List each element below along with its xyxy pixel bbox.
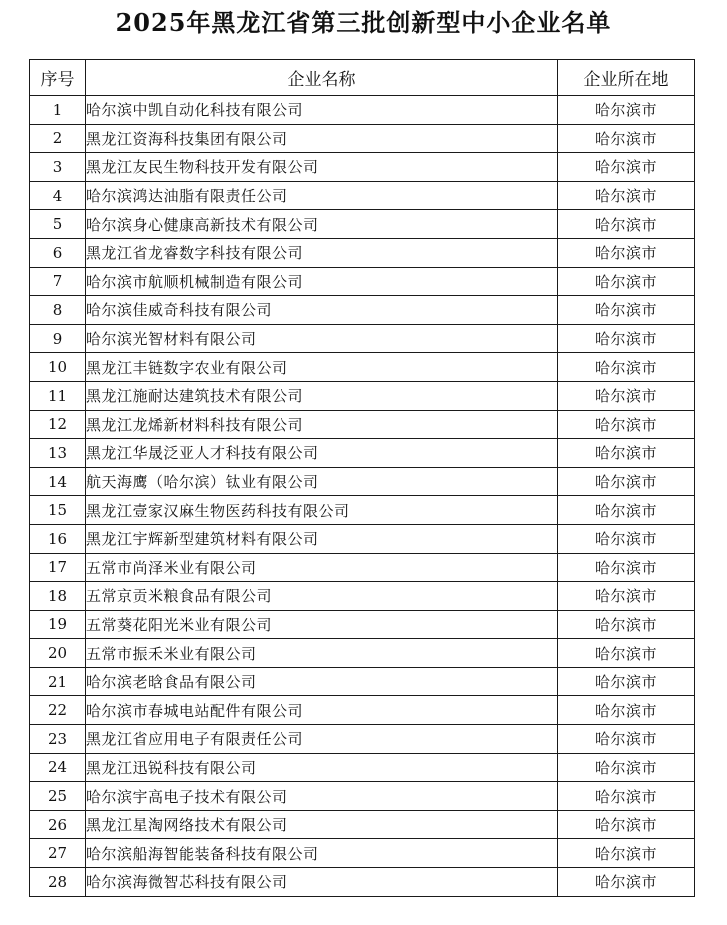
table-header-row bbox=[30, 60, 695, 96]
cell-company-location: 哈尔滨市 bbox=[558, 296, 695, 325]
cell-serial-number: 16 bbox=[30, 524, 86, 553]
cell-company-name: 黑龙江宇辉新型建筑材料有限公司 bbox=[86, 524, 558, 553]
cell-company-location: 哈尔滨市 bbox=[558, 496, 695, 525]
cell-serial-number: 25 bbox=[30, 782, 86, 811]
cell-company-location: 哈尔滨市 bbox=[558, 810, 695, 839]
table-row bbox=[30, 181, 695, 210]
cell-company-name: 五常葵花阳光米业有限公司 bbox=[86, 610, 558, 639]
cell-company-name: 哈尔滨船海智能装备科技有限公司 bbox=[86, 839, 558, 868]
table-row bbox=[30, 124, 695, 153]
cell-serial-number: 21 bbox=[30, 667, 86, 696]
cell-serial-number: 20 bbox=[30, 639, 86, 668]
cell-company-name: 哈尔滨鸿达油脂有限责任公司 bbox=[86, 181, 558, 210]
cell-serial-number: 1 bbox=[30, 96, 86, 125]
table-row bbox=[30, 753, 695, 782]
cell-company-name: 五常市振禾米业有限公司 bbox=[86, 639, 558, 668]
cell-company-name: 哈尔滨市航顺机械制造有限公司 bbox=[86, 267, 558, 296]
cell-company-location: 哈尔滨市 bbox=[558, 153, 695, 182]
cell-serial-number: 17 bbox=[30, 553, 86, 582]
table-row bbox=[30, 725, 695, 754]
cell-company-name: 哈尔滨佳威奇科技有限公司 bbox=[86, 296, 558, 325]
cell-company-location: 哈尔滨市 bbox=[558, 353, 695, 382]
cell-serial-number: 9 bbox=[30, 324, 86, 353]
cell-company-location: 哈尔滨市 bbox=[558, 96, 695, 125]
cell-company-name: 黑龙江友民生物科技开发有限公司 bbox=[86, 153, 558, 182]
cell-company-name: 哈尔滨中凯自动化科技有限公司 bbox=[86, 96, 558, 125]
cell-company-location: 哈尔滨市 bbox=[558, 753, 695, 782]
table-row bbox=[30, 410, 695, 439]
cell-serial-number: 14 bbox=[30, 467, 86, 496]
cell-company-name: 黑龙江省应用电子有限责任公司 bbox=[86, 725, 558, 754]
cell-company-location: 哈尔滨市 bbox=[558, 410, 695, 439]
cell-serial-number: 26 bbox=[30, 810, 86, 839]
cell-serial-number: 7 bbox=[30, 267, 86, 296]
cell-company-location: 哈尔滨市 bbox=[558, 582, 695, 611]
cell-company-name: 黑龙江省龙睿数字科技有限公司 bbox=[86, 238, 558, 267]
cell-serial-number: 23 bbox=[30, 725, 86, 754]
cell-serial-number: 24 bbox=[30, 753, 86, 782]
cell-serial-number: 10 bbox=[30, 353, 86, 382]
cell-serial-number: 11 bbox=[30, 381, 86, 410]
cell-serial-number: 13 bbox=[30, 439, 86, 468]
cell-company-name: 哈尔滨光智材料有限公司 bbox=[86, 324, 558, 353]
cell-company-location: 哈尔滨市 bbox=[558, 124, 695, 153]
cell-company-name: 哈尔滨老晗食品有限公司 bbox=[86, 667, 558, 696]
table-row bbox=[30, 467, 695, 496]
cell-serial-number: 2 bbox=[30, 124, 86, 153]
table-row bbox=[30, 324, 695, 353]
table-row bbox=[30, 296, 695, 325]
cell-serial-number: 5 bbox=[30, 210, 86, 239]
table-row bbox=[30, 439, 695, 468]
cell-company-location: 哈尔滨市 bbox=[558, 639, 695, 668]
cell-company-location: 哈尔滨市 bbox=[558, 782, 695, 811]
table-row bbox=[30, 696, 695, 725]
cell-company-location: 哈尔滨市 bbox=[558, 181, 695, 210]
cell-company-name: 黑龙江龙烯新材料科技有限公司 bbox=[86, 410, 558, 439]
cell-company-location: 哈尔滨市 bbox=[558, 524, 695, 553]
cell-serial-number: 15 bbox=[30, 496, 86, 525]
cell-serial-number: 6 bbox=[30, 238, 86, 267]
table-row bbox=[30, 353, 695, 382]
cell-company-name: 五常市尚泽米业有限公司 bbox=[86, 553, 558, 582]
table-row bbox=[30, 524, 695, 553]
cell-serial-number: 28 bbox=[30, 868, 86, 897]
cell-company-location: 哈尔滨市 bbox=[558, 238, 695, 267]
cell-company-location: 哈尔滨市 bbox=[558, 439, 695, 468]
cell-company-name: 黑龙江壹家汉麻生物医药科技有限公司 bbox=[86, 496, 558, 525]
cell-serial-number: 27 bbox=[30, 839, 86, 868]
cell-company-location: 哈尔滨市 bbox=[558, 868, 695, 897]
table-row bbox=[30, 210, 695, 239]
table-row bbox=[30, 667, 695, 696]
table-row bbox=[30, 839, 695, 868]
table-row bbox=[30, 96, 695, 125]
cell-company-name: 黑龙江华晟泛亚人才科技有限公司 bbox=[86, 439, 558, 468]
cell-company-location: 哈尔滨市 bbox=[558, 610, 695, 639]
cell-serial-number: 8 bbox=[30, 296, 86, 325]
cell-serial-number: 22 bbox=[30, 696, 86, 725]
cell-company-location: 哈尔滨市 bbox=[558, 381, 695, 410]
cell-serial-number: 4 bbox=[30, 181, 86, 210]
table-row bbox=[30, 496, 695, 525]
cell-company-name: 黑龙江迅锐科技有限公司 bbox=[86, 753, 558, 782]
table-row bbox=[30, 582, 695, 611]
cell-company-location: 哈尔滨市 bbox=[558, 725, 695, 754]
table-row bbox=[30, 610, 695, 639]
cell-company-location: 哈尔滨市 bbox=[558, 467, 695, 496]
cell-company-location: 哈尔滨市 bbox=[558, 324, 695, 353]
cell-company-name: 黑龙江星淘网络技术有限公司 bbox=[86, 810, 558, 839]
table-row bbox=[30, 267, 695, 296]
table-row bbox=[30, 553, 695, 582]
cell-company-name: 黑龙江资海科技集团有限公司 bbox=[86, 124, 558, 153]
cell-company-location: 哈尔滨市 bbox=[558, 267, 695, 296]
header-company-name: 企业名称 bbox=[86, 60, 558, 96]
table-row bbox=[30, 639, 695, 668]
cell-company-name: 黑龙江施耐达建筑技术有限公司 bbox=[86, 381, 558, 410]
table-row bbox=[30, 238, 695, 267]
cell-company-name: 哈尔滨市春城电站配件有限公司 bbox=[86, 696, 558, 725]
table-body bbox=[30, 96, 695, 897]
company-list-table bbox=[29, 59, 695, 897]
cell-company-name: 五常京贡米粮食品有限公司 bbox=[86, 582, 558, 611]
header-serial-number: 序号 bbox=[30, 60, 86, 96]
table-row bbox=[30, 810, 695, 839]
cell-company-name: 航天海鹰（哈尔滨）钛业有限公司 bbox=[86, 467, 558, 496]
cell-company-name: 哈尔滨身心健康高新技术有限公司 bbox=[86, 210, 558, 239]
table-row bbox=[30, 782, 695, 811]
cell-company-name: 黑龙江丰链数字农业有限公司 bbox=[86, 353, 558, 382]
table-row bbox=[30, 381, 695, 410]
cell-company-location: 哈尔滨市 bbox=[558, 667, 695, 696]
cell-company-location: 哈尔滨市 bbox=[558, 553, 695, 582]
table-row bbox=[30, 153, 695, 182]
table-row bbox=[30, 868, 695, 897]
document-title: 2025年黑龙江省第三批创新型中小企业名单 bbox=[115, 8, 612, 37]
cell-company-location: 哈尔滨市 bbox=[558, 696, 695, 725]
header-company-location: 企业所在地 bbox=[558, 60, 695, 96]
cell-serial-number: 3 bbox=[30, 153, 86, 182]
cell-company-name: 哈尔滨海微智芯科技有限公司 bbox=[86, 868, 558, 897]
cell-serial-number: 18 bbox=[30, 582, 86, 611]
cell-company-name: 哈尔滨宇高电子技术有限公司 bbox=[86, 782, 558, 811]
cell-company-location: 哈尔滨市 bbox=[558, 210, 695, 239]
cell-serial-number: 12 bbox=[30, 410, 86, 439]
cell-serial-number: 19 bbox=[30, 610, 86, 639]
cell-company-location: 哈尔滨市 bbox=[558, 839, 695, 868]
